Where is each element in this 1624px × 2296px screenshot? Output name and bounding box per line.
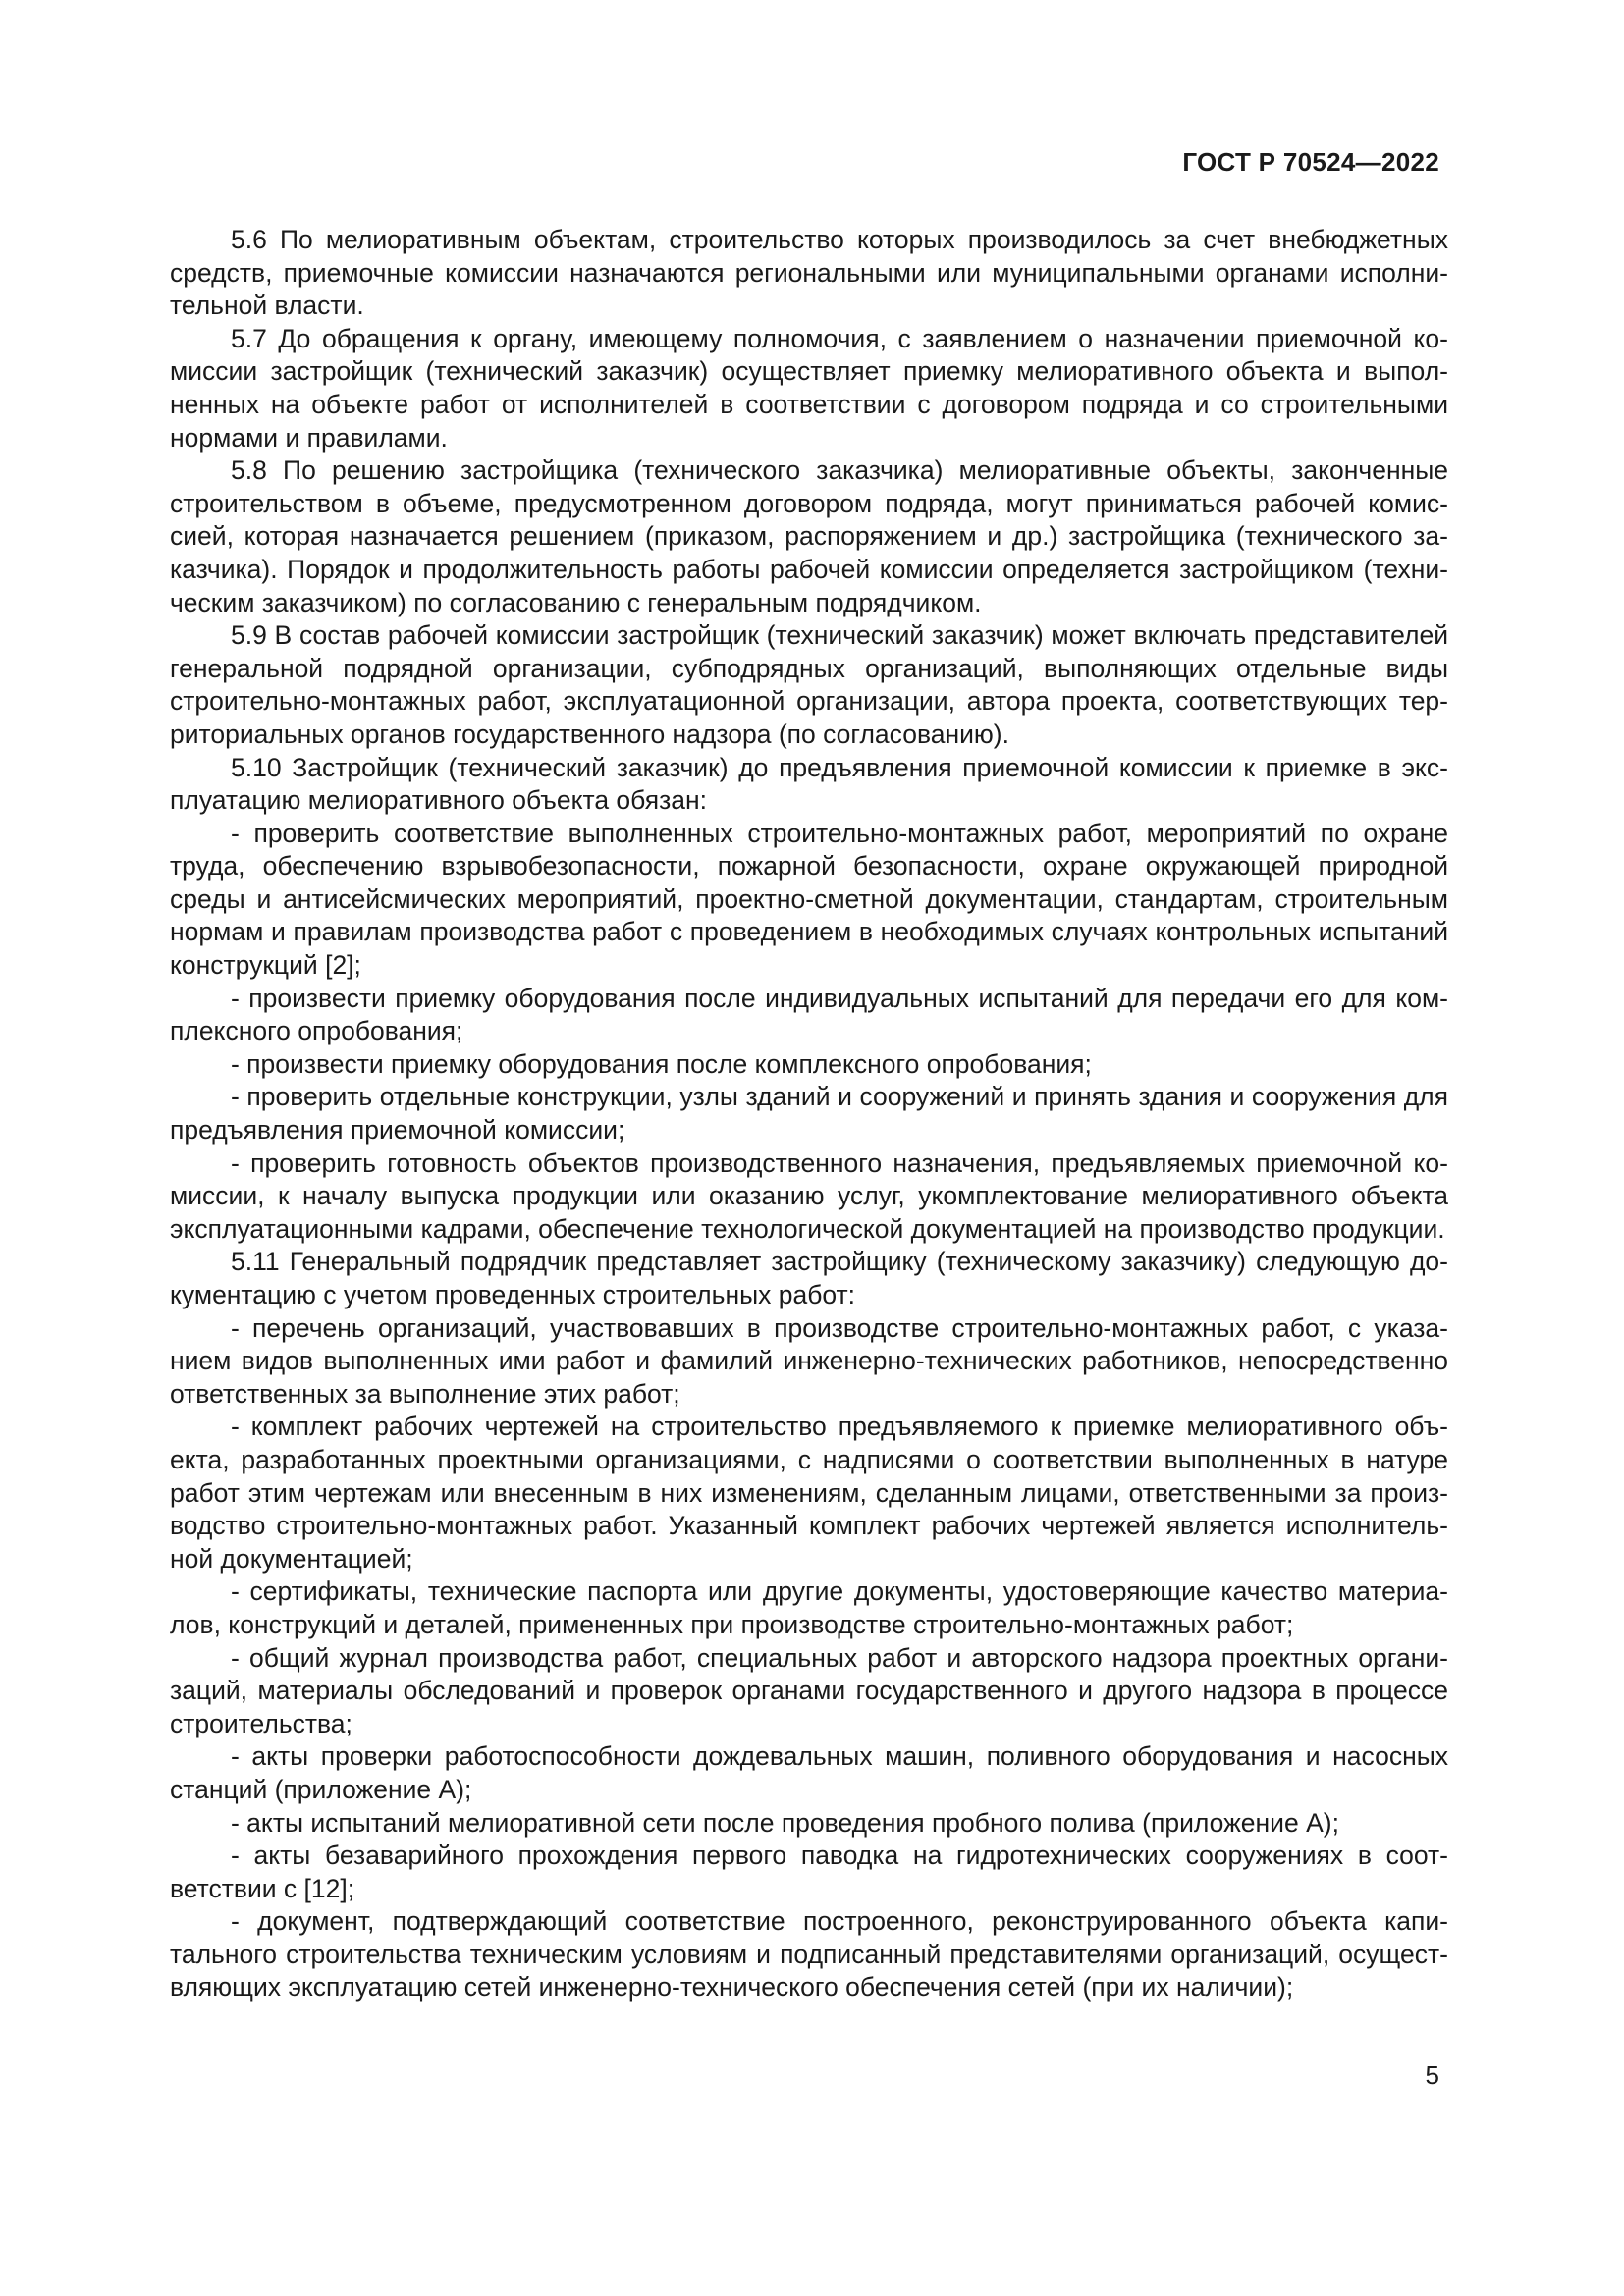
list-item: - комплект рабочих чертежей на строительство предъявляемого к приемке мелиоративного объекта, разработанных проектными организациями, с надписями о соответствии выполненных в натуре работ этим чертежам или внесенным в них изменениям, сделанным лицами, ответственными за производство строительно-монтажных работ. Указанный комплект рабочих чертежей является исполнительной документацией; bbox=[170, 1412, 1448, 1574]
list-item: - перечень организаций, участвовавших в производстве строительно-монтажных работ, с указанием видов выполненных ими работ и фамилий инженерно-технических работников, непосредственно ответственных за выполнение этих работ; bbox=[170, 1312, 1448, 1409]
page-number: 5 bbox=[1425, 2060, 1439, 2090]
document-code-header: ГОСТ Р 70524—2022 bbox=[1182, 147, 1439, 177]
paragraph-5-8: 5.8 По решению застройщика (технического заказчика) мелиоративные объекты, законченные строительством в объеме, предусмотренном договором подряда, могут приниматься рабочей комиссией, которая назначается решением (приказом, распоряжением и др.) застройщика (технического заказчика). Порядок и продолжительность работы рабочей комиссии определяется застройщиком (техническим заказчиком) по согласованию с генеральным подрядчиком. bbox=[170, 455, 1448, 617]
paragraph-5-9: 5.9 В состав рабочей комиссии застройщик (технический заказчик) может включать представителей генеральной подрядной организации, субподрядных организаций, выполняющих отдельные виды строительно-монтажных работ, эксплуатационной организации, автора проекта, соответствующих территориальных органов государственного надзора (по согласованию). bbox=[170, 620, 1448, 749]
list-item: - документ, подтверждающий соответствие построенного, реконструированного объекта капитального строительства техническим условиям и подписанный представителями организаций, осуществляющих эксплуатацию сетей инженерно-технического обеспечения сетей (при их наличии); bbox=[170, 1906, 1448, 2002]
list-item: - сертификаты, технические паспорта или другие документы, удостоверяющие качество материалов, конструкций и деталей, примененных при производстве строительно-монтажных работ; bbox=[170, 1576, 1448, 1639]
paragraph-5-10: 5.10 Застройщик (технический заказчик) до предъявления приемочной комиссии к приемке в эксплуатацию мелиоративного объекта обязан: bbox=[170, 752, 1448, 816]
list-item: - произвести приемку оборудования после комплексного опробования; bbox=[231, 1048, 1092, 1079]
paragraph-5-6: 5.6 По мелиоративным объектам, строительство которых производилось за счет внебюджетных средств, приемочные комиссии назначаются региональными или муниципальными органами исполнительной власти. bbox=[170, 225, 1448, 321]
list-item: - проверить отдельные конструкции, узлы зданий и сооружений и принять здания и сооружения для предъявления приемочной комиссии; bbox=[170, 1082, 1448, 1146]
paragraph-5-11: 5.11 Генеральный подрядчик представляет застройщику (техническому заказчику) следующую документацию с учетом проведенных строительных работ: bbox=[170, 1247, 1448, 1309]
list-item: - общий журнал производства работ, специальных работ и авторского надзора проектных организаций, материалы обследований и проверок органами государственного и другого надзора в процессе строительства; bbox=[170, 1642, 1448, 1738]
list-item: - акты безаварийного прохождения первого паводка на гидротехнических сооружениях в соответствии с [12]; bbox=[170, 1841, 1448, 1903]
list-item: - акты испытаний мелиоративной сети после проведения пробного полива (приложение А); bbox=[231, 1807, 1339, 1838]
list-item: - акты проверки работоспособности дождевальных машин, поливного оборудования и насосных станций (приложение А); bbox=[170, 1741, 1448, 1804]
list-item: - проверить готовность объектов производственного назначения, предъявляемых приемочной комиссии, к началу выпуска продукции или оказанию услуг, укомплектование мелиоративного объекта эксплуатационными кадрами, обеспечение технологической документацией на производство продукции. bbox=[170, 1148, 1448, 1244]
list-item: - произвести приемку оборудования после индивидуальных испытаний для передачи его для комплексного опробования; bbox=[170, 983, 1448, 1046]
list-item: - проверить соответствие выполненных строительно-монтажных работ, мероприятий по охране труда, обеспечению взрывобезопасности, пожарной безопасности, охране окружающей природной среды и антисейсмических мероприятий, проектно-сметной документации, стандартам, строительным нормам и правилам производства работ с проведением в необходимых случаях контрольных испытаний конструкций [2]; bbox=[170, 818, 1448, 981]
document-body bbox=[170, 224, 1448, 2004]
paragraph-5-7: 5.7 До обращения к органу, имеющему полномочия, с заявлением о назначении приемочной комиссии застройщик (технический заказчик) осуществляет приемку мелиоративного объекта и выполненных на объекте работ от исполнителей в соответствии с договором подряда и со строительными нормами и правилами. bbox=[170, 323, 1448, 453]
